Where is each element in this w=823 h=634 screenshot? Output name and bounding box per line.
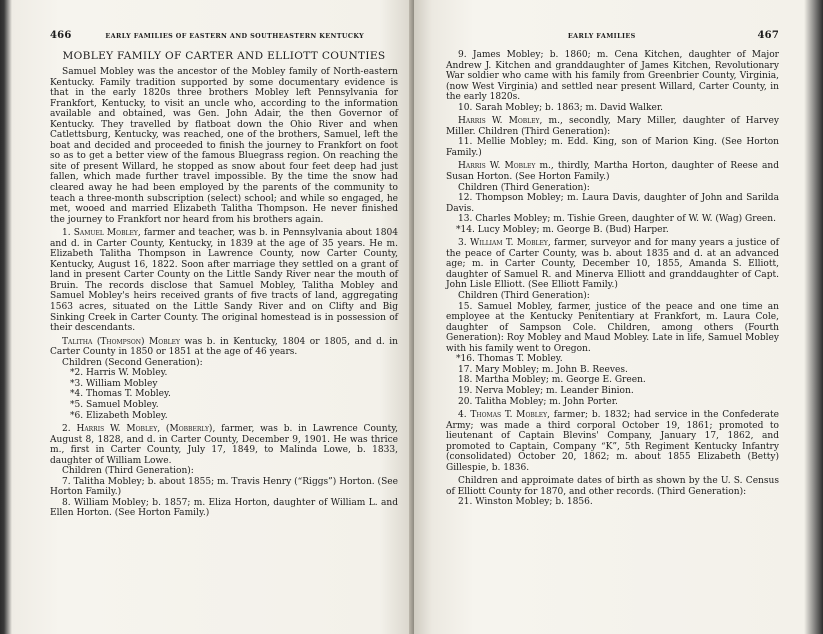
left-running-head — [50, 30, 398, 44]
harris-m3-name: Harris W. Mobley — [458, 161, 536, 172]
entry-3-text: farmer, surveyor and for many years a justice of the peace of Carter County, was b. about 1835 and d. at an advanced age; m. in Carter County, December 10, 1855, Amanda S. Elliott, daughter of Samuel R. and Minerva Elliott and granddaughter of Capt. John Lisle Elliott. (See Elliott Family.) — [446, 238, 779, 291]
children-gen3-heading: Children (Third Generation): — [458, 291, 590, 302]
section-title: MOBLEY FAMILY OF CARTER AND ELLIOTT COUNTIES — [62, 50, 386, 62]
entry-10: 10. Sarah Mobley; b. 1863; m. David Walker. — [458, 102, 664, 113]
right-page — [414, 0, 823, 634]
harris-m2-text: m., secondly, Mary Miller, daughter of Harvey Miller. Children (Third Generation): — [446, 116, 779, 137]
entry-4-num: 4. — [458, 410, 467, 421]
entry-4 — [446, 410, 779, 473]
entry-1-name: Samuel Mobley, — [73, 228, 141, 239]
entry-1 — [50, 228, 398, 333]
intro-paragraph: Samuel Mobley was the ancestor of the Mobley family of North-eastern Kentucky. Family tradition supported by some documentary evidence is that in the early 1820s three brothers Mobley left Pennsylvania for Frankfort, Kentucky, to visit an uncle who, according to the information available and obtained, was Gen. John Adair, the then Governor of Kentucky. They travelled by flatboat down the Ohio River and when Catlettsburg, Kentucky, was reached, one of the brothers, Samuel, left the boat and decided and proceeded to finish the journey to Frankfort on foot so as to get a better view of the famous Bluegrass region. On reaching the site of present Willard, he stopped as snow about four feet deep had just fallen, which made further travel impossible. By the time the snow had cleared away he had been employed by the parents of the community to teach a three-month subscription (select) school; and while so engaged, he met, wooed and married Elizabeth Talitha Thompson. He never finished the journey to Frankfort nor heard from his brothers again. — [50, 67, 398, 225]
talitha-name: Talitha (Thompson) Mobley — [62, 336, 180, 347]
entry-2-num: 2. — [62, 424, 71, 435]
harris-m2-name: Harris W. Mobley, — [458, 116, 543, 127]
child-list-item: 18. Martha Mobley; m. George E. Green. — [458, 375, 646, 386]
child-list-item: 19. Nerva Mobley; m. Leander Binion. — [458, 385, 634, 396]
harris-third-marriage — [446, 161, 779, 182]
entry-21: 21. Winston Mobley; b. 1856. — [458, 497, 593, 508]
entry-2-name: Harris W. Mobley, (Mobberly), — [76, 424, 216, 435]
entry-2-text: farmer, was b. in Lawrence County, August 8, 1828, and d. in Carter County, December 9, 1901. He was thrice m., first in Carter County, July 17, 1849, to Malinda Lowe, b. 1833, daughter of William Lowe. — [50, 424, 398, 466]
entry-9: 9. James Mobley; b. 1860; m. Cena Kitchen, daughter of Major Andrew J. Kitchen and granddaughter of James Kitchen, Revolutionary War soldier who came with his family from Greenbrier County, Virginia, (now West Virginia) and settled near present Willard, Carter County, in the early 1820s. — [446, 50, 779, 103]
entry-3-name: William T. Mobley, — [470, 238, 551, 249]
child-list-item: 20. Talitha Mobley; m. John Porter. — [458, 396, 618, 407]
entry-11: 11. Mellie Mobley; m. Edd. King, son of Marion King. (See Horton Family.) — [446, 137, 779, 158]
child-list-item: *4. Thomas T. Mobley. — [70, 389, 171, 400]
entry-13: 13. Charles Mobley; m. Tishie Green, daughter of W. W. (Wag) Green. — [458, 214, 776, 225]
entry-15: 15. Samuel Mobley, farmer, justice of the peace and one time an employee at the Kentucky Penitentiary at Frankfort, m. Laura Cole, daughter of Sampson Cole. Children, among others (Fourth Generation): Roy Mobley and Maud Mobley. Late in life, Samuel Mobley with his family went to Oregon. — [446, 301, 779, 354]
left-page-number: 466 — [50, 30, 72, 41]
child-list-item: *6. Elizabeth Mobley. — [70, 410, 168, 421]
children-gen3-heading: Children (Third Generation): — [458, 182, 590, 193]
entry-3 — [446, 238, 779, 291]
harris-second-marriage — [446, 116, 779, 137]
harris-m3-text: m., thirdly, Martha Horton, daughter of Reese and Susan Horton. (See Horton Family.) — [446, 161, 779, 183]
right-page-number: 467 — [757, 30, 779, 41]
entry-8: 8. William Mobley; b. 1857; m. Eliza Horton, daughter of William L. and Ellen Horton. (See Horton Family.) — [50, 497, 398, 519]
child-list-item: *5. Samuel Mobley. — [70, 399, 159, 410]
entry-12: 12. Thompson Mobley; m. Laura Davis, daughter of John and Sarilda Davis. — [446, 193, 779, 214]
entry-3-num: 3. — [458, 238, 467, 249]
entry-1-num: 1. — [62, 228, 71, 239]
left-running-title: EARLY FAMILIES OF EASTERN AND SOUTHEASTERN KENTUCKY — [105, 32, 365, 40]
entry-2 — [50, 424, 398, 466]
entry-4-text: farmer; b. 1832; had service in the Confederate Army; was made a third corporal October 19, 1861; promoted to lieutenant of Captain Blevins' Company, January 17, 1862, and promoted to Captain, Company “K”, 5th Regiment Kentucky Infantry (consolidated) October 20, 1862; m. about 1855 Elizabeth (Betty) Gillespie, b. 1836. — [446, 410, 779, 473]
children-gen2-heading: Children (Second Generation): — [62, 357, 203, 368]
talitha-text: was b. in Kentucky, 1804 or 1805, and d. in Carter County in 1850 or 1851 at the age of 46 years. — [50, 336, 398, 358]
right-running-title: EARLY FAMILIES — [567, 32, 636, 40]
child-list-item: *2. Harris W. Mobley. — [70, 368, 168, 379]
child-list-item: 17. Mary Mobley; m. John B. Reeves. — [458, 364, 628, 375]
child-list-item: *16. Thomas T. Mobley. — [456, 354, 563, 365]
entry-1-text: farmer and teacher, was b. in Pennsylvania about 1804 and d. in Carter County, Kentucky, in 1839 at the age of 35 years. He m. Elizabeth Talitha Thompson in Lawrence County, now Carter County, Kentucky, August 16, 1822. Soon after marriage they settled on a grant of land in present Carter County on the Little Sandy River near the mouth of Bruin. The records disclose that Samuel Mobley, Talitha Mobley and Samuel Mobley's heirs received grants of five tracts of land, aggregating 1563 acres, situated on the Little Sandy River and on Clifty and Big Sinking Creek in Carter County. The original homestead is in possession of their descendants. — [50, 228, 398, 334]
talitha-paragraph — [50, 337, 398, 358]
census-paragraph: Children and approimate dates of birth as shown by the U. S. Census of Elliott County for 1870, and other records. (Third Generation): — [446, 476, 779, 497]
child-list-item: *3. William Mobley — [70, 378, 158, 389]
right-running-head — [446, 30, 779, 44]
entry-7: 7. Talitha Mobley; b. about 1855; m. Travis Henry (“Riggs”) Horton. (See Horton Family.) — [50, 476, 398, 498]
children-gen3-heading: Children (Third Generation): — [62, 466, 194, 477]
entry-4-name: Thomas T. Mobley, — [470, 410, 550, 421]
entry-14: *14. Lucy Mobley; m. George B. (Bud) Harper. — [456, 224, 669, 235]
